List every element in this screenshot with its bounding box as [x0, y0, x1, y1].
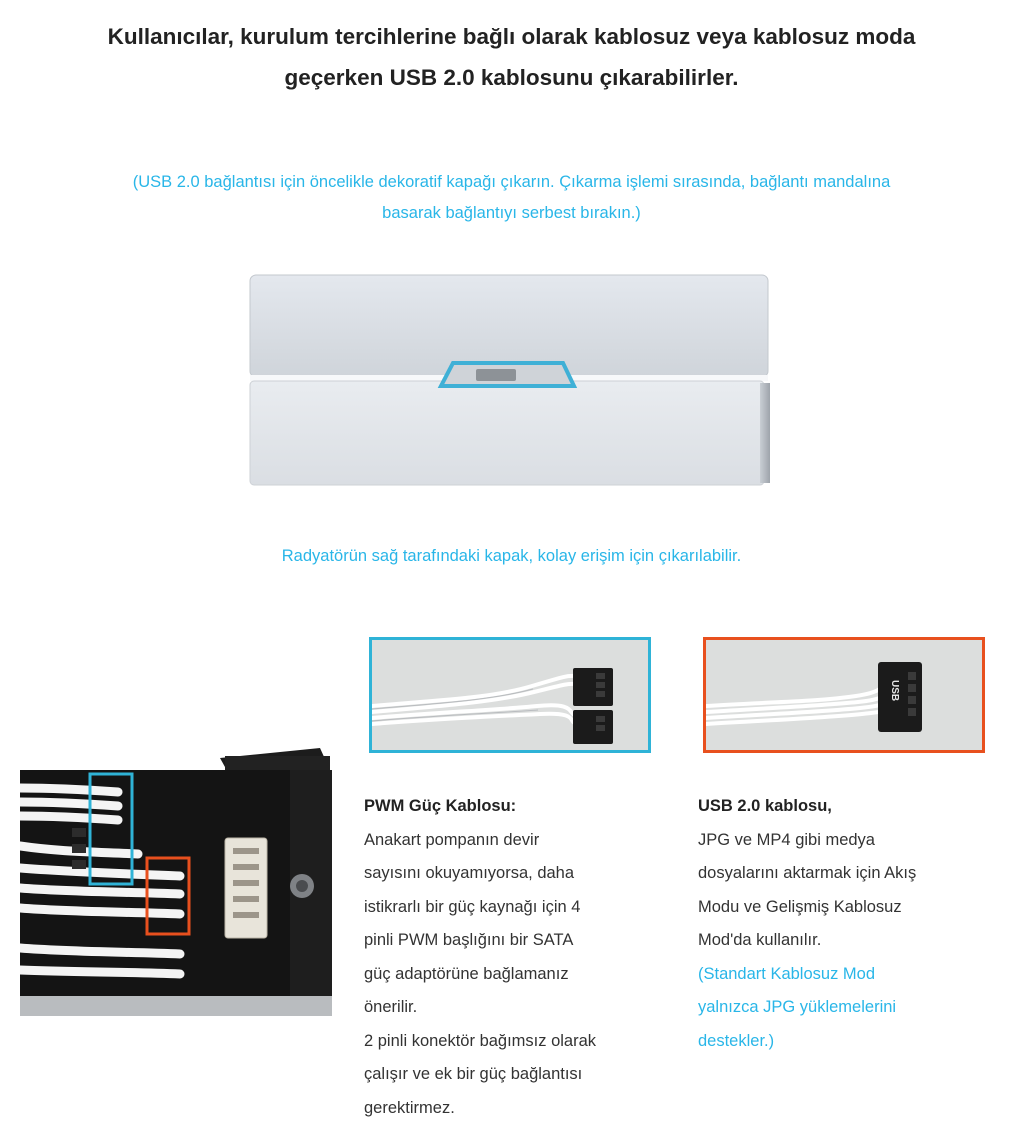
pwm-title: PWM Güç Kablosu: — [364, 797, 517, 815]
pump-board-image — [20, 748, 335, 1018]
usb-description — [698, 790, 998, 1058]
pwm-line: gerektirmez. — [364, 1098, 455, 1117]
headline-line-1: Kullanıcılar, kurulum tercihlerine bağlı olarak kablosuz veya kablosuz moda — [107, 24, 916, 49]
radiator-cover-image — [248, 273, 775, 488]
usb-removal-note — [20, 167, 1003, 229]
pwm-line: 2 pinli konektör bağımsız olarak — [364, 1031, 597, 1050]
pwm-cable-image — [369, 637, 651, 753]
pwm-line: çalışır ve ek bir güç bağlantısı — [364, 1065, 583, 1083]
usb-highlight-line: (Standart Kablosuz Mod — [698, 964, 876, 983]
pwm-line: Anakart pompanın devir — [364, 830, 540, 849]
headline-line-2: geçerken USB 2.0 kablosunu çıkarabilirler. — [284, 65, 739, 90]
pwm-description — [364, 790, 664, 1125]
usb-line: Mod'da kullanılır. — [698, 931, 822, 949]
pwm-line: pinli PWM başlığını bir SATA — [364, 931, 574, 949]
usb-highlight-line: yalnızca JPG yüklemelerini — [698, 998, 897, 1016]
pwm-line: güç adaptörüne bağlamanız — [364, 964, 569, 983]
headline — [0, 16, 1023, 98]
pwm-line: istikrarlı bir güç kaynağı için 4 — [364, 897, 581, 916]
usb-line: dosyalarını aktarmak için Akış — [698, 864, 917, 882]
usb-connector-label: USB — [889, 680, 900, 702]
usb-highlight-line: destekler.) — [698, 1031, 775, 1050]
usb-removal-note-line-1: (USB 2.0 bağlantısı için öncelikle dekoratif kapağı çıkarın. Çıkarma işlemi sırasında, bağlantı mandalına — [132, 173, 891, 191]
usb-line: Modu ve Gelişmiş Kablosuz — [698, 897, 902, 916]
usb-removal-note-line-2: basarak bağlantıyı serbest bırakın.) — [382, 204, 641, 222]
pwm-line: sayısını okuyamıyorsa, daha — [364, 864, 575, 882]
side-cover-note: Radyatörün sağ tarafındaki kapak, kolay erişim için çıkarılabilir. — [281, 547, 742, 565]
pwm-line: önerilir. — [364, 998, 418, 1016]
usb-line: JPG ve MP4 gibi medya — [698, 830, 875, 849]
usb-title: USB 2.0 kablosu, — [698, 797, 832, 815]
usb-cable-image — [703, 637, 985, 753]
